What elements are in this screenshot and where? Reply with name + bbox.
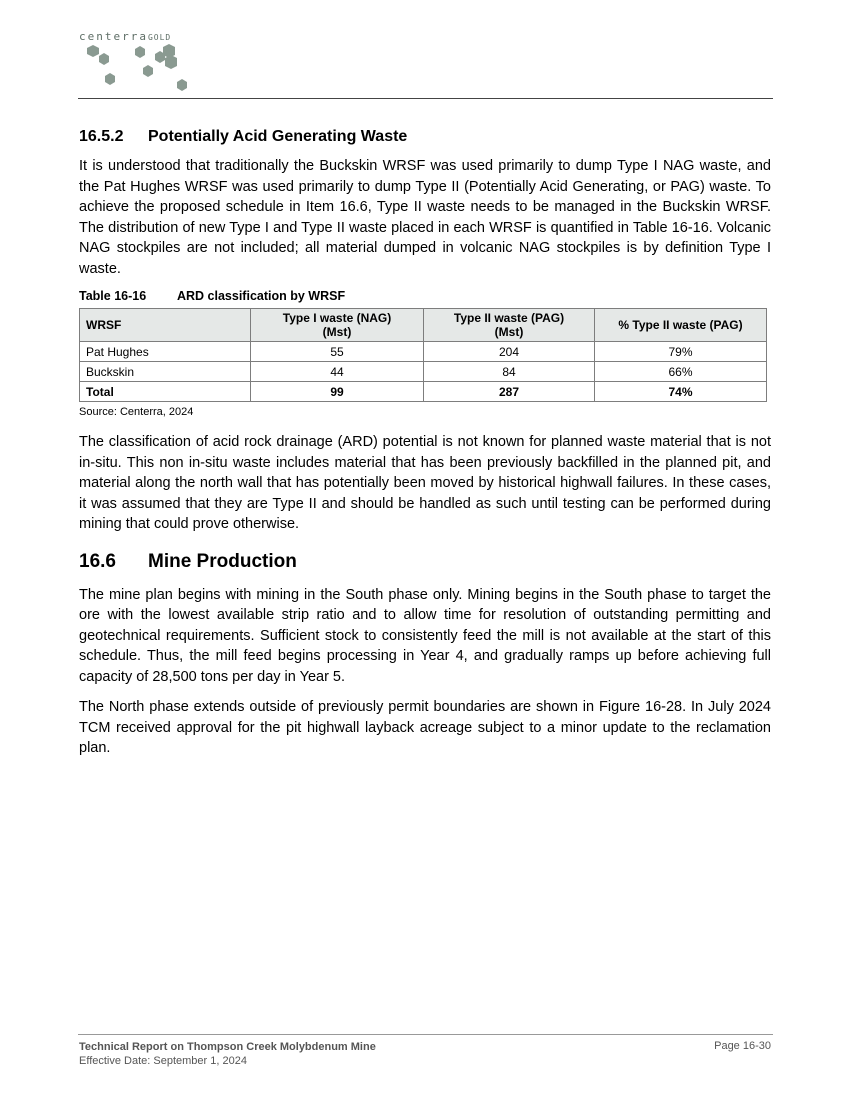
paragraph-pag-waste: It is understood that traditionally the Buckskin WRSF was used primarily to dump Type I NAG waste, and the Pat Hughes WRSF was used primarily to dump Type II (Potentially Acid Generating, or PAG) waste. To achieve the proposed schedule in Item 16.6, Type II waste needs to be managed in the Buckskin WRSF. The distribution of new Type I and Type II waste placed in each WRSF is quantified in Table 16-16. Volcanic NAG stockpiles are not included; all material dumped in volcanic NAG stockpiles is by definition Type I waste. xyxy=(79,158,771,277)
cell: Pat Hughes xyxy=(80,342,251,362)
table-row xyxy=(80,342,767,362)
section-heading-16-5-2: 16.5.2 Potentially Acid Generating Waste xyxy=(79,128,408,145)
paragraph-north-phase: The North phase extends outside of previously permit boundaries are shown in Figure 16-28. In July 2024 TCM received approval for the pit highwall layback acreage subject to a minor update to the reclamation plan. xyxy=(79,699,771,756)
header-divider xyxy=(78,98,773,99)
header-type-i: Type I waste (NAG) (Mst) xyxy=(251,309,424,342)
page-number: Page 16-30 xyxy=(714,1040,771,1052)
section-heading-16-6: 16.6 Mine Production xyxy=(79,550,297,572)
hexagon-logo-icon xyxy=(79,44,199,94)
footer-info xyxy=(79,1040,376,1068)
cell: 74% xyxy=(595,382,767,402)
page-content xyxy=(79,128,771,769)
cell: 204 xyxy=(424,342,595,362)
header-pct-type-ii: % Type II waste (PAG) xyxy=(595,309,767,342)
cell: 99 xyxy=(251,382,424,402)
paragraph-mine-plan: The mine plan begins with mining in the South phase only. Mining begins in the South phase to target the ore with the lowest available strip ratio and to allow time for resolution of outstanding permitting and geotechnical requirements. Sufficient stock to consistently feed the mill is not available at the start of this schedule. Thus, the mill feed begins processing in Year 4, and gradually ramps up before achieving full capacity of 28,500 tons per day in Year 5. xyxy=(79,586,771,685)
table-row xyxy=(80,362,767,382)
header-type-ii: Type II waste (PAG) (Mst) xyxy=(424,309,595,342)
cell: 84 xyxy=(424,362,595,382)
footer-date: Effective Date: September 1, 2024 xyxy=(79,1055,247,1067)
table-caption: Table 16-16 ARD classification by WRSF xyxy=(79,289,346,303)
table-header-row xyxy=(80,309,767,342)
company-logo xyxy=(79,30,199,94)
logo-wordmark: centerraGOLD xyxy=(79,30,172,43)
cell: 79% xyxy=(595,342,767,362)
footer-divider xyxy=(78,1034,773,1035)
header-wrsf: WRSF xyxy=(80,309,251,342)
cell: Buckskin xyxy=(80,362,251,382)
cell: Total xyxy=(80,382,251,402)
ard-classification-table xyxy=(79,308,767,402)
footer-title: Technical Report on Thompson Creek Molybdenum Mine xyxy=(79,1041,376,1053)
table-total-row xyxy=(80,382,767,402)
table-source: Source: Centerra, 2024 xyxy=(79,406,194,418)
cell: 66% xyxy=(595,362,767,382)
cell: 55 xyxy=(251,342,424,362)
cell: 44 xyxy=(251,362,424,382)
paragraph-ard: The classification of acid rock drainage (ARD) potential is not known for planned waste material that is not in-situ. This non in-situ waste includes material that has been previously backfilled in the planned pit, and material along the north wall that has potentially been moved by historical highwall failures. In these cases, it was assumed that they are Type II and should be handled as such until testing can be performed during mining that could prove otherwise. xyxy=(79,434,771,532)
cell: 287 xyxy=(424,382,595,402)
